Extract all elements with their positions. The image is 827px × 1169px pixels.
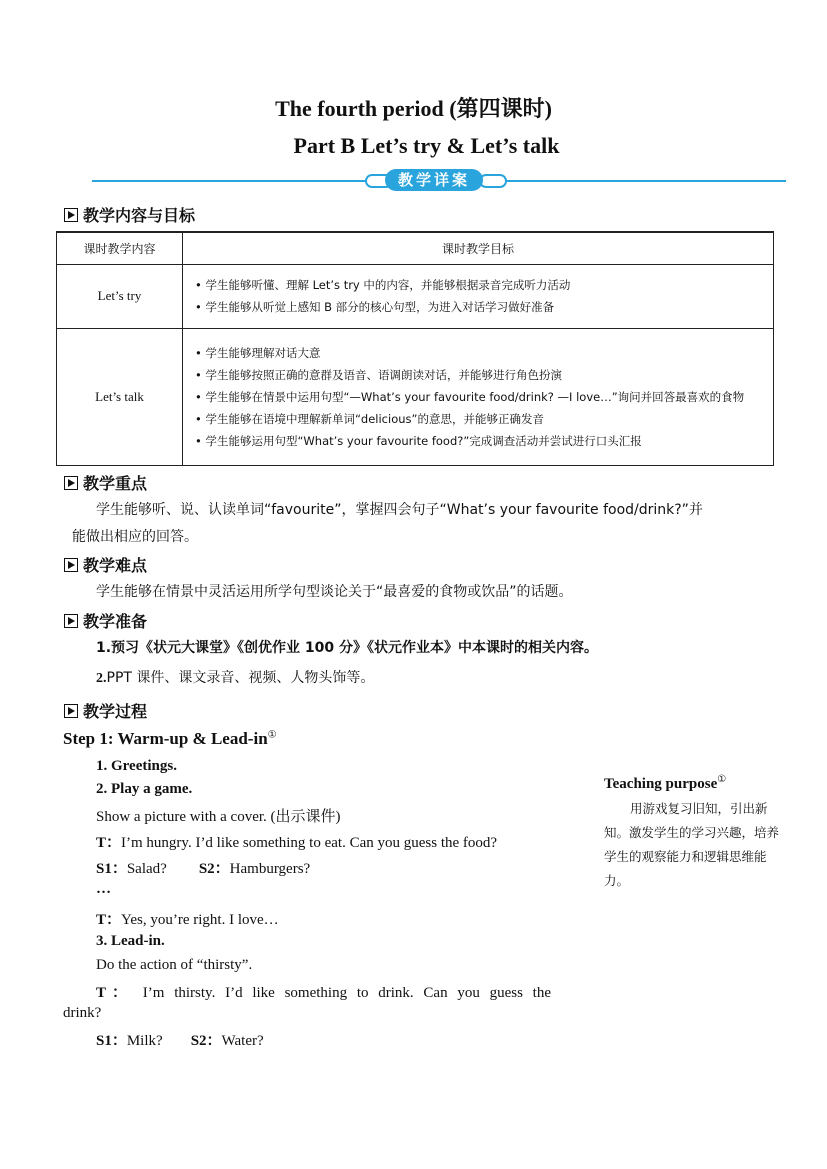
section-preparation-label: 教学准备 xyxy=(83,612,148,631)
banner-right-ornament xyxy=(479,174,507,188)
section-preparation-heading xyxy=(64,609,147,632)
step1-play-game: 2. Play a game. xyxy=(96,781,193,797)
play-triangle-icon xyxy=(64,476,78,490)
page-subtitle: Part B Let’s try & Let’s talk xyxy=(293,133,560,158)
dialogue-line: S1：Salad? S2：Hamburgers? xyxy=(96,861,311,877)
key-points-line1: 学生能够听、说、认读单词“favourite”，掌握四会句子“What’s your favourite food/drink?”并 xyxy=(96,502,703,518)
dialogue-line: T：I’m hungry. I’d like something to eat. Can you guess the food? xyxy=(96,835,498,851)
section-objectives-heading xyxy=(64,203,195,226)
table-row-content: Let’s talk xyxy=(57,328,183,465)
dialogue-line-continued: drink? xyxy=(63,1005,102,1021)
table-header-goals: 课时教学目标 xyxy=(183,232,774,264)
dialogue-line: T： I’m thirsty. I’d like something to drink. Can you guess the xyxy=(96,985,552,1001)
play-triangle-icon xyxy=(64,558,78,572)
step1-lead-in: 3. Lead-in. xyxy=(96,933,165,949)
banner-label: 教学详案 xyxy=(397,171,470,189)
teaching-purpose-title: Teaching purpose① xyxy=(604,774,727,792)
goal-item: • 学生能够听懂、理解 Let’s try 中的内容，并能够根据录音完成听力活动 xyxy=(195,278,571,292)
difficulties-text: 学生能够在情景中灵活运用所学句型谈论关于“最喜爱的食物或饮品”的话题。 xyxy=(96,584,573,600)
banner xyxy=(355,168,513,194)
dialogue-line: T：Yes, you’re right. I love… xyxy=(96,912,279,928)
section-objectives-label: 教学内容与目标 xyxy=(83,206,196,225)
preparation-item-1: 1.预习《状元大课堂》《创优作业 100 分》《状元作业本》中本课时的相关内容。 xyxy=(96,640,599,656)
play-triangle-icon xyxy=(64,208,78,222)
goal-item: • 学生能够从听觉上感知 B 部分的核心句型，为进入对话学习做好准备 xyxy=(195,300,555,314)
dialogue-line: S1：Milk? S2：Water? xyxy=(96,1033,264,1049)
step1-title: Step 1: Warm-up & Lead-in① xyxy=(63,729,277,748)
table-row xyxy=(57,328,774,465)
play-triangle-icon xyxy=(64,704,78,718)
play-triangle-icon xyxy=(64,614,78,628)
table-row-goals xyxy=(183,328,774,465)
preparation-item-2: 2.PPT 课件、课文录音、视频、人物头饰等。 xyxy=(96,670,375,686)
section-key-points-heading xyxy=(64,471,147,494)
goal-item: • 学生能够在情景中运用句型“—What’s your favourite food/drink? —I love…”询问并回答最喜欢的食物 xyxy=(195,389,745,404)
teaching-purpose-text: 用游戏复习旧知，引出新知。激发学生的学习兴趣，培养学生的观察能力和逻辑思维能力。 xyxy=(604,801,780,888)
step1-greetings: 1. Greetings. xyxy=(96,758,177,774)
section-difficulties-heading xyxy=(64,553,147,576)
table-header-row xyxy=(57,232,774,264)
section-difficulties-label: 教学难点 xyxy=(83,556,148,575)
table-header-content: 课时教学内容 xyxy=(57,232,183,264)
page-title: The fourth period (第四课时) xyxy=(275,96,552,121)
table-row xyxy=(57,264,774,328)
step1-show-picture: Show a picture with a cover. (出示课件) xyxy=(96,809,341,825)
section-process-heading xyxy=(64,699,147,722)
dialogue-ellipsis: … xyxy=(96,881,111,897)
objectives-table xyxy=(56,231,774,466)
section-key-points-label: 教学重点 xyxy=(83,474,148,493)
goal-item: • 学生能够在语境中理解新单词“delicious”的意思，并能够正确发音 xyxy=(195,411,544,426)
goal-item: • 学生能够按照正确的意群及语音、语调朗读对话，并能够进行角色扮演 xyxy=(195,367,562,382)
table-row-goals xyxy=(183,264,774,328)
section-process-label: 教学过程 xyxy=(83,702,148,721)
goal-item: • 学生能够理解对话大意 xyxy=(195,345,321,360)
table-row-content: Let’s try xyxy=(57,264,183,328)
goal-item: • 学生能够运用句型“What’s your favourite food?”完成调查活动并尝试进行口头汇报 xyxy=(195,433,642,448)
step1-action: Do the action of “thirsty”. xyxy=(96,957,253,973)
key-points-line2: 能做出相应的回答。 xyxy=(72,529,198,545)
